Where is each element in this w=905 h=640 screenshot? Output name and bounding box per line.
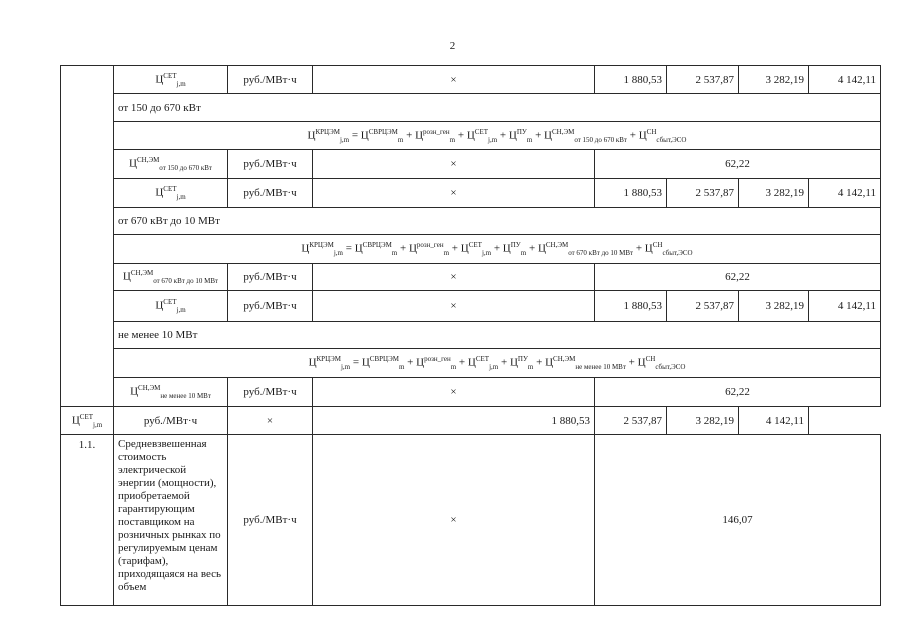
table-row (61, 94, 881, 122)
table-row (61, 349, 881, 378)
formula-cell: $Ц^{КРЦЭМ}_{j,m} = Ц^{СВРЦЭМ}_m + Ц^{розн\_ген}_m + Ц^{СЕТ}_{j,m} + Ц^{ПУ}_m + Ц^{СН,ЭМ}_{от 670 кВт до 10 МВт} + Ц^{СН}_{сбыт,ЭСО}$ (114, 235, 881, 264)
cross-cell: × (313, 150, 595, 179)
unit-cell: руб./МВт·ч (228, 435, 313, 606)
section-heading: от 670 кВт до 10 МВт (114, 208, 881, 235)
indicator-symbol-cell: $Ц^{СЕТ}_{j,m}$ (61, 407, 114, 435)
table-row (61, 435, 881, 606)
unit-cell: руб./МВт·ч (114, 407, 228, 435)
row-number-cell: 1.1. (61, 435, 114, 606)
value-cell: 2 537,87 (667, 291, 739, 322)
value-cell: 1 880,53 (595, 179, 667, 208)
description-cell: Средневзвешенная стоимость электрической энергии (мощности), приобретаемой гарантирующим поставщиком на розничных рынках по регулируемым ценам (тарифам), приходящаяся на весь объем (114, 435, 228, 606)
unit-cell: руб./МВт·ч (228, 264, 313, 291)
table-row (61, 208, 881, 235)
value-cell: 2 537,87 (667, 179, 739, 208)
table-row (61, 150, 881, 179)
value-cell: 1 880,53 (313, 407, 595, 435)
unit-cell: руб./МВт·ч (228, 179, 313, 208)
value-cell: 62,22 (595, 150, 881, 179)
indicator-symbol-cell: $Ц^{СЕТ}_{j,m}$ (114, 291, 228, 322)
cross-cell: × (313, 66, 595, 94)
cross-cell: × (313, 378, 595, 407)
table-row (61, 291, 881, 322)
unit-cell: руб./МВт·ч (228, 66, 313, 94)
value-cell: 62,22 (595, 378, 881, 407)
unit-cell: руб./МВт·ч (228, 378, 313, 407)
cross-cell: × (313, 264, 595, 291)
indicator-symbol-cell: $Ц^{СЕТ}_{j,m}$ (114, 66, 228, 94)
value-cell: 4 142,11 (809, 291, 881, 322)
value-cell: 3 282,19 (739, 66, 809, 94)
indicator-symbol-cell: $Ц^{СН,ЭМ}_{не менее 10 МВт}$ (114, 378, 228, 407)
table-row (61, 407, 881, 435)
value-cell: 1 880,53 (595, 66, 667, 94)
indicator-symbol-cell: $Ц^{СН,ЭМ}_{от 670 кВт до 10 МВт}$ (114, 264, 228, 291)
section-heading: не менее 10 МВт (114, 322, 881, 349)
table-row (61, 264, 881, 291)
value-cell: 4 142,11 (809, 66, 881, 94)
indicator-symbol-cell: $Ц^{СН,ЭМ}_{от 150 до 670 кВт}$ (114, 150, 228, 179)
page-number: 2 (449, 40, 456, 52)
table-row (61, 179, 881, 208)
formula-cell: $Ц^{КРЦЭМ}_{j,m} = Ц^{СВРЦЭМ}_m + Ц^{розн\_ген}_m + Ц^{СЕТ}_{j,m} + Ц^{ПУ}_m + Ц^{СН,ЭМ}_{от 150 до 670 кВт} + Ц^{СН}_{сбыт,ЭСО}$ (114, 122, 881, 150)
value-cell: 4 142,11 (809, 179, 881, 208)
value-cell: 3 282,19 (739, 291, 809, 322)
tariff-table (60, 65, 881, 606)
value-cell: 4 142,11 (739, 407, 809, 435)
cross-cell: × (313, 179, 595, 208)
value-cell: 62,22 (595, 264, 881, 291)
table-row (61, 322, 881, 349)
cross-cell: × (228, 407, 313, 435)
value-cell: 3 282,19 (667, 407, 739, 435)
indicator-symbol-cell: $Ц^{СЕТ}_{j,m}$ (114, 179, 228, 208)
table-row (61, 66, 881, 94)
unit-cell: руб./МВт·ч (228, 150, 313, 179)
section-heading: от 150 до 670 кВт (114, 94, 881, 122)
value-cell: 3 282,19 (739, 179, 809, 208)
value-cell: 2 537,87 (667, 66, 739, 94)
cross-cell: × (313, 435, 595, 606)
unit-cell: руб./МВт·ч (228, 291, 313, 322)
table-row (61, 378, 881, 407)
value-cell: 146,07 (595, 435, 881, 606)
table-row (61, 235, 881, 264)
table-row (61, 122, 881, 150)
value-cell: 1 880,53 (595, 291, 667, 322)
formula-cell: $Ц^{КРЦЭМ}_{j,m} = Ц^{СВРЦЭМ}_m + Ц^{розн\_ген}_m + Ц^{СЕТ}_{j,m} + Ц^{ПУ}_m + Ц^{СН,ЭМ}_{не менее 10 МВт} + Ц^{СН}_{сбыт,ЭСО}$ (114, 349, 881, 378)
cross-cell: × (313, 291, 595, 322)
value-cell: 2 537,87 (595, 407, 667, 435)
row-number-cell (61, 66, 114, 407)
